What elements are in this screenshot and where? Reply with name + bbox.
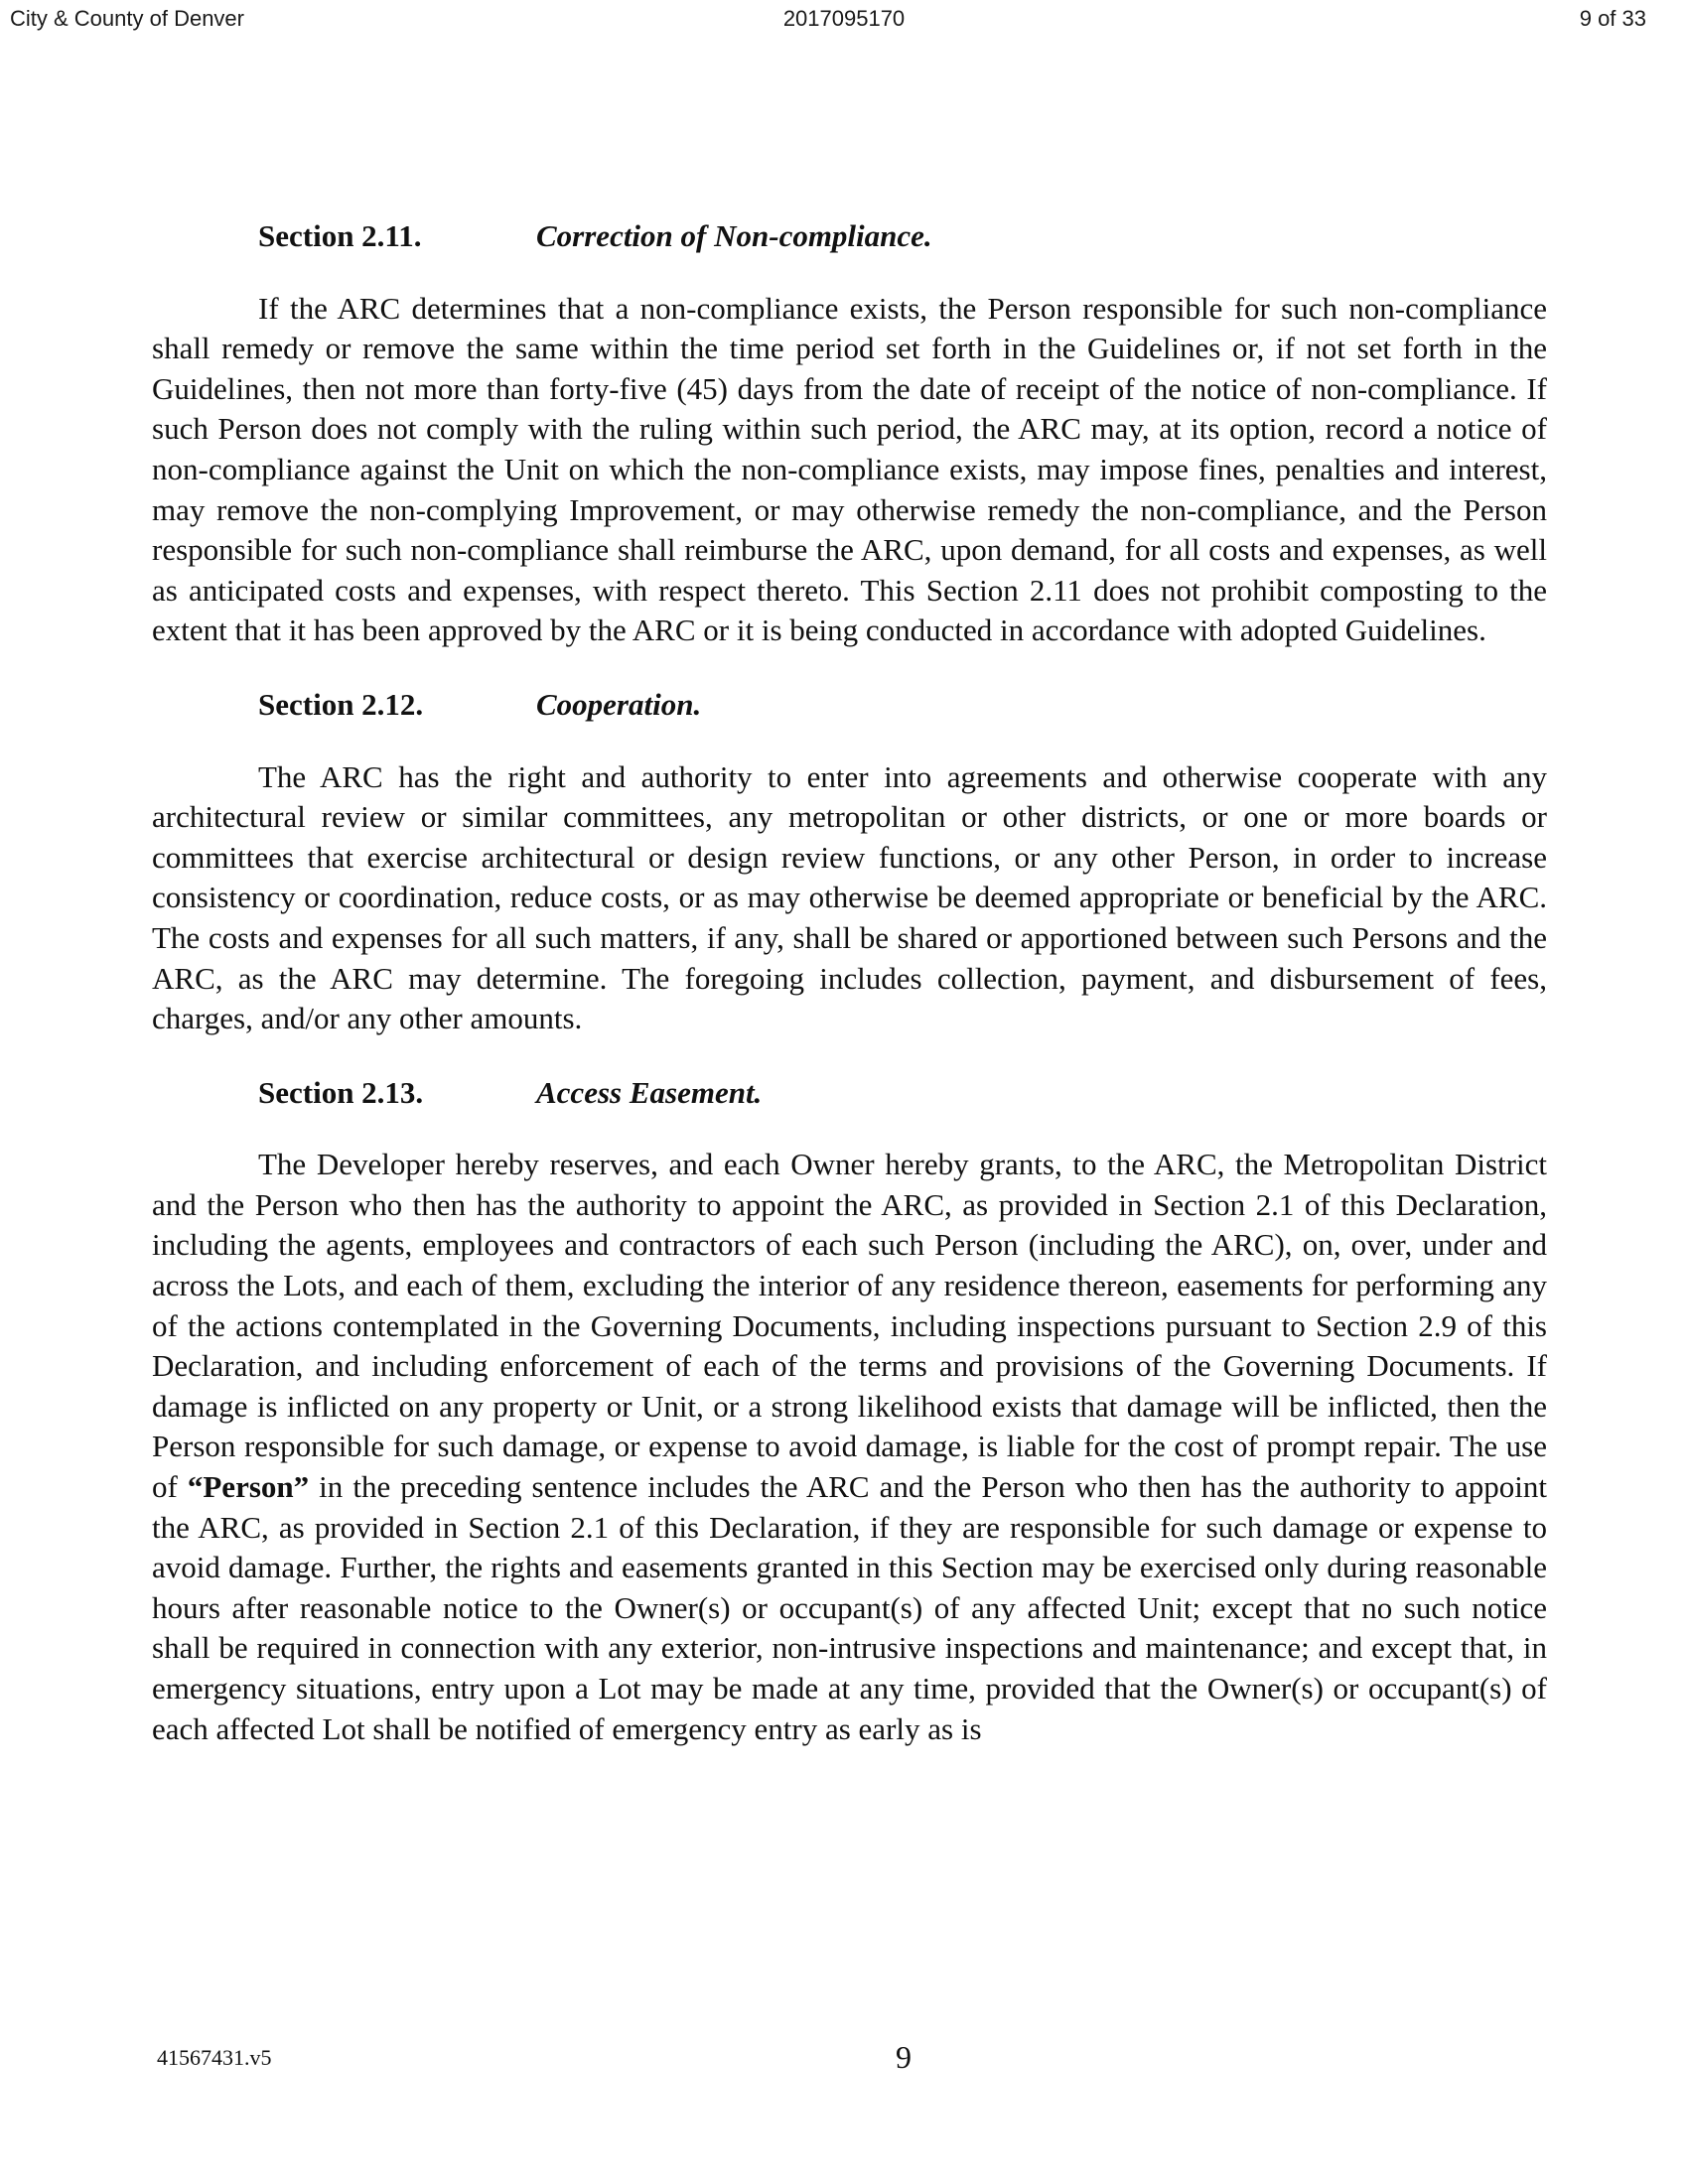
reception-number: 2017095170 bbox=[782, 6, 906, 31]
document-version-id: 41567431.v5 bbox=[157, 2045, 272, 2070]
paragraph-text: The Developer hereby reserves, and each Owner hereby grants, to the ARC, the Metropolitan District and the Person who then has the authority to appoint the ARC, as provided in Section 2.1 of this Declaration, including the agents, employees and contractors of each such Person (including the ARC), on, over, under and across the Lots, and each of them, excluding the interior of any residence thereon, easements for performing any of the actions contemplated in the Governing Documents, including inspections pursuant to Section 2.9 of this Declaration, and including enforcement of each of the terms and provisions of the Governing Documents. If damage is inflicted on any property or Unit, or a strong likelihood exists that damage will be inflicted, then the Person responsible for such damage, or expense to avoid damage, is liable for the cost of prompt repair. The use of bbox=[152, 1147, 1547, 1505]
section-paragraph-2-11: If the ARC determines that a non-compliance exists, the Person responsible for such non-compliance shall remedy or remove the same within the time period set forth in the Guidelines or, if not set forth in the Guidelines, then not more than forty-five (45) days from the date of receipt of the notice of non-compliance. If such Person does not comply with the ruling within such period, the ARC may, at its option, record a notice of non-compliance against the Unit on which the non-compliance exists, may impose fines, penalties and interest, may remove the non-complying Improvement, or may otherwise remedy the non-compliance, and the Person responsible for such non-compliance shall reimburse the ARC, upon demand, for all costs and expenses, as well as anticipated costs and expenses, with respect thereto. This Section 2.11 does not prohibit composting to the extent that it has been approved by the ARC or it is being conducted in accordance with adopted Guidelines. bbox=[152, 290, 1547, 648]
section-paragraph-2-12: The ARC has the right and authority to enter into agreements and otherwise cooperate with any architectural review or similar committees, any metropolitan or other districts, or one or more boards or committees that exercise architectural or design review functions, or any other Person, in order to increase consistency or coordination, reduce costs, or as may otherwise be deemed appropriate or beneficial by the ARC. The costs and expenses for all such matters, if any, shall be shared or apportioned between such Persons and the ARC, as the ARC may determine. The foregoing includes collection, payment, and disbursement of fees, charges, and/or any other amounts. bbox=[152, 758, 1547, 1036]
section-title: Correction of Non-compliance. bbox=[536, 218, 932, 253]
defined-term-person: “Person” bbox=[187, 1469, 310, 1505]
section-title: Access Easement. bbox=[536, 1074, 763, 1110]
recorder-name: City & County of Denver bbox=[10, 6, 244, 31]
section-title: Cooperation. bbox=[536, 686, 702, 722]
section-heading-2-11 bbox=[152, 216, 1547, 257]
document-body bbox=[152, 216, 1547, 1783]
paragraph-text: in the preceding sentence includes the ARC and the Person who then has the authority to appoint the ARC, as provided in Section 2.1 of this Declaration, if they are responsible for such damage or expense to avoid damage. Further, the rights and easements granted in this Section may be exercised only during reasonable hours after reasonable notice to the Owner(s) or occupant(s) of any affected Unit; except that no such notice shall be required in connection with any exterior, non-intrusive inspections and maintenance; and except that, in emergency situations, entry upon a Lot may be made at any time, provided that the Owner(s) or occupant(s) of each affected Lot shall be notified of emergency entry as early as is bbox=[152, 1469, 1547, 1746]
section-number: Section 2.12. bbox=[258, 686, 424, 722]
section-heading-2-13 bbox=[152, 1073, 1547, 1114]
section-paragraph-2-13 bbox=[152, 1145, 1547, 1749]
page-count: 9 of 33 bbox=[1579, 6, 1646, 31]
section-number: Section 2.13. bbox=[258, 1074, 424, 1110]
section-heading-2-12 bbox=[152, 685, 1547, 726]
page-number: 9 bbox=[896, 2039, 912, 2075]
section-number: Section 2.11. bbox=[258, 218, 422, 253]
